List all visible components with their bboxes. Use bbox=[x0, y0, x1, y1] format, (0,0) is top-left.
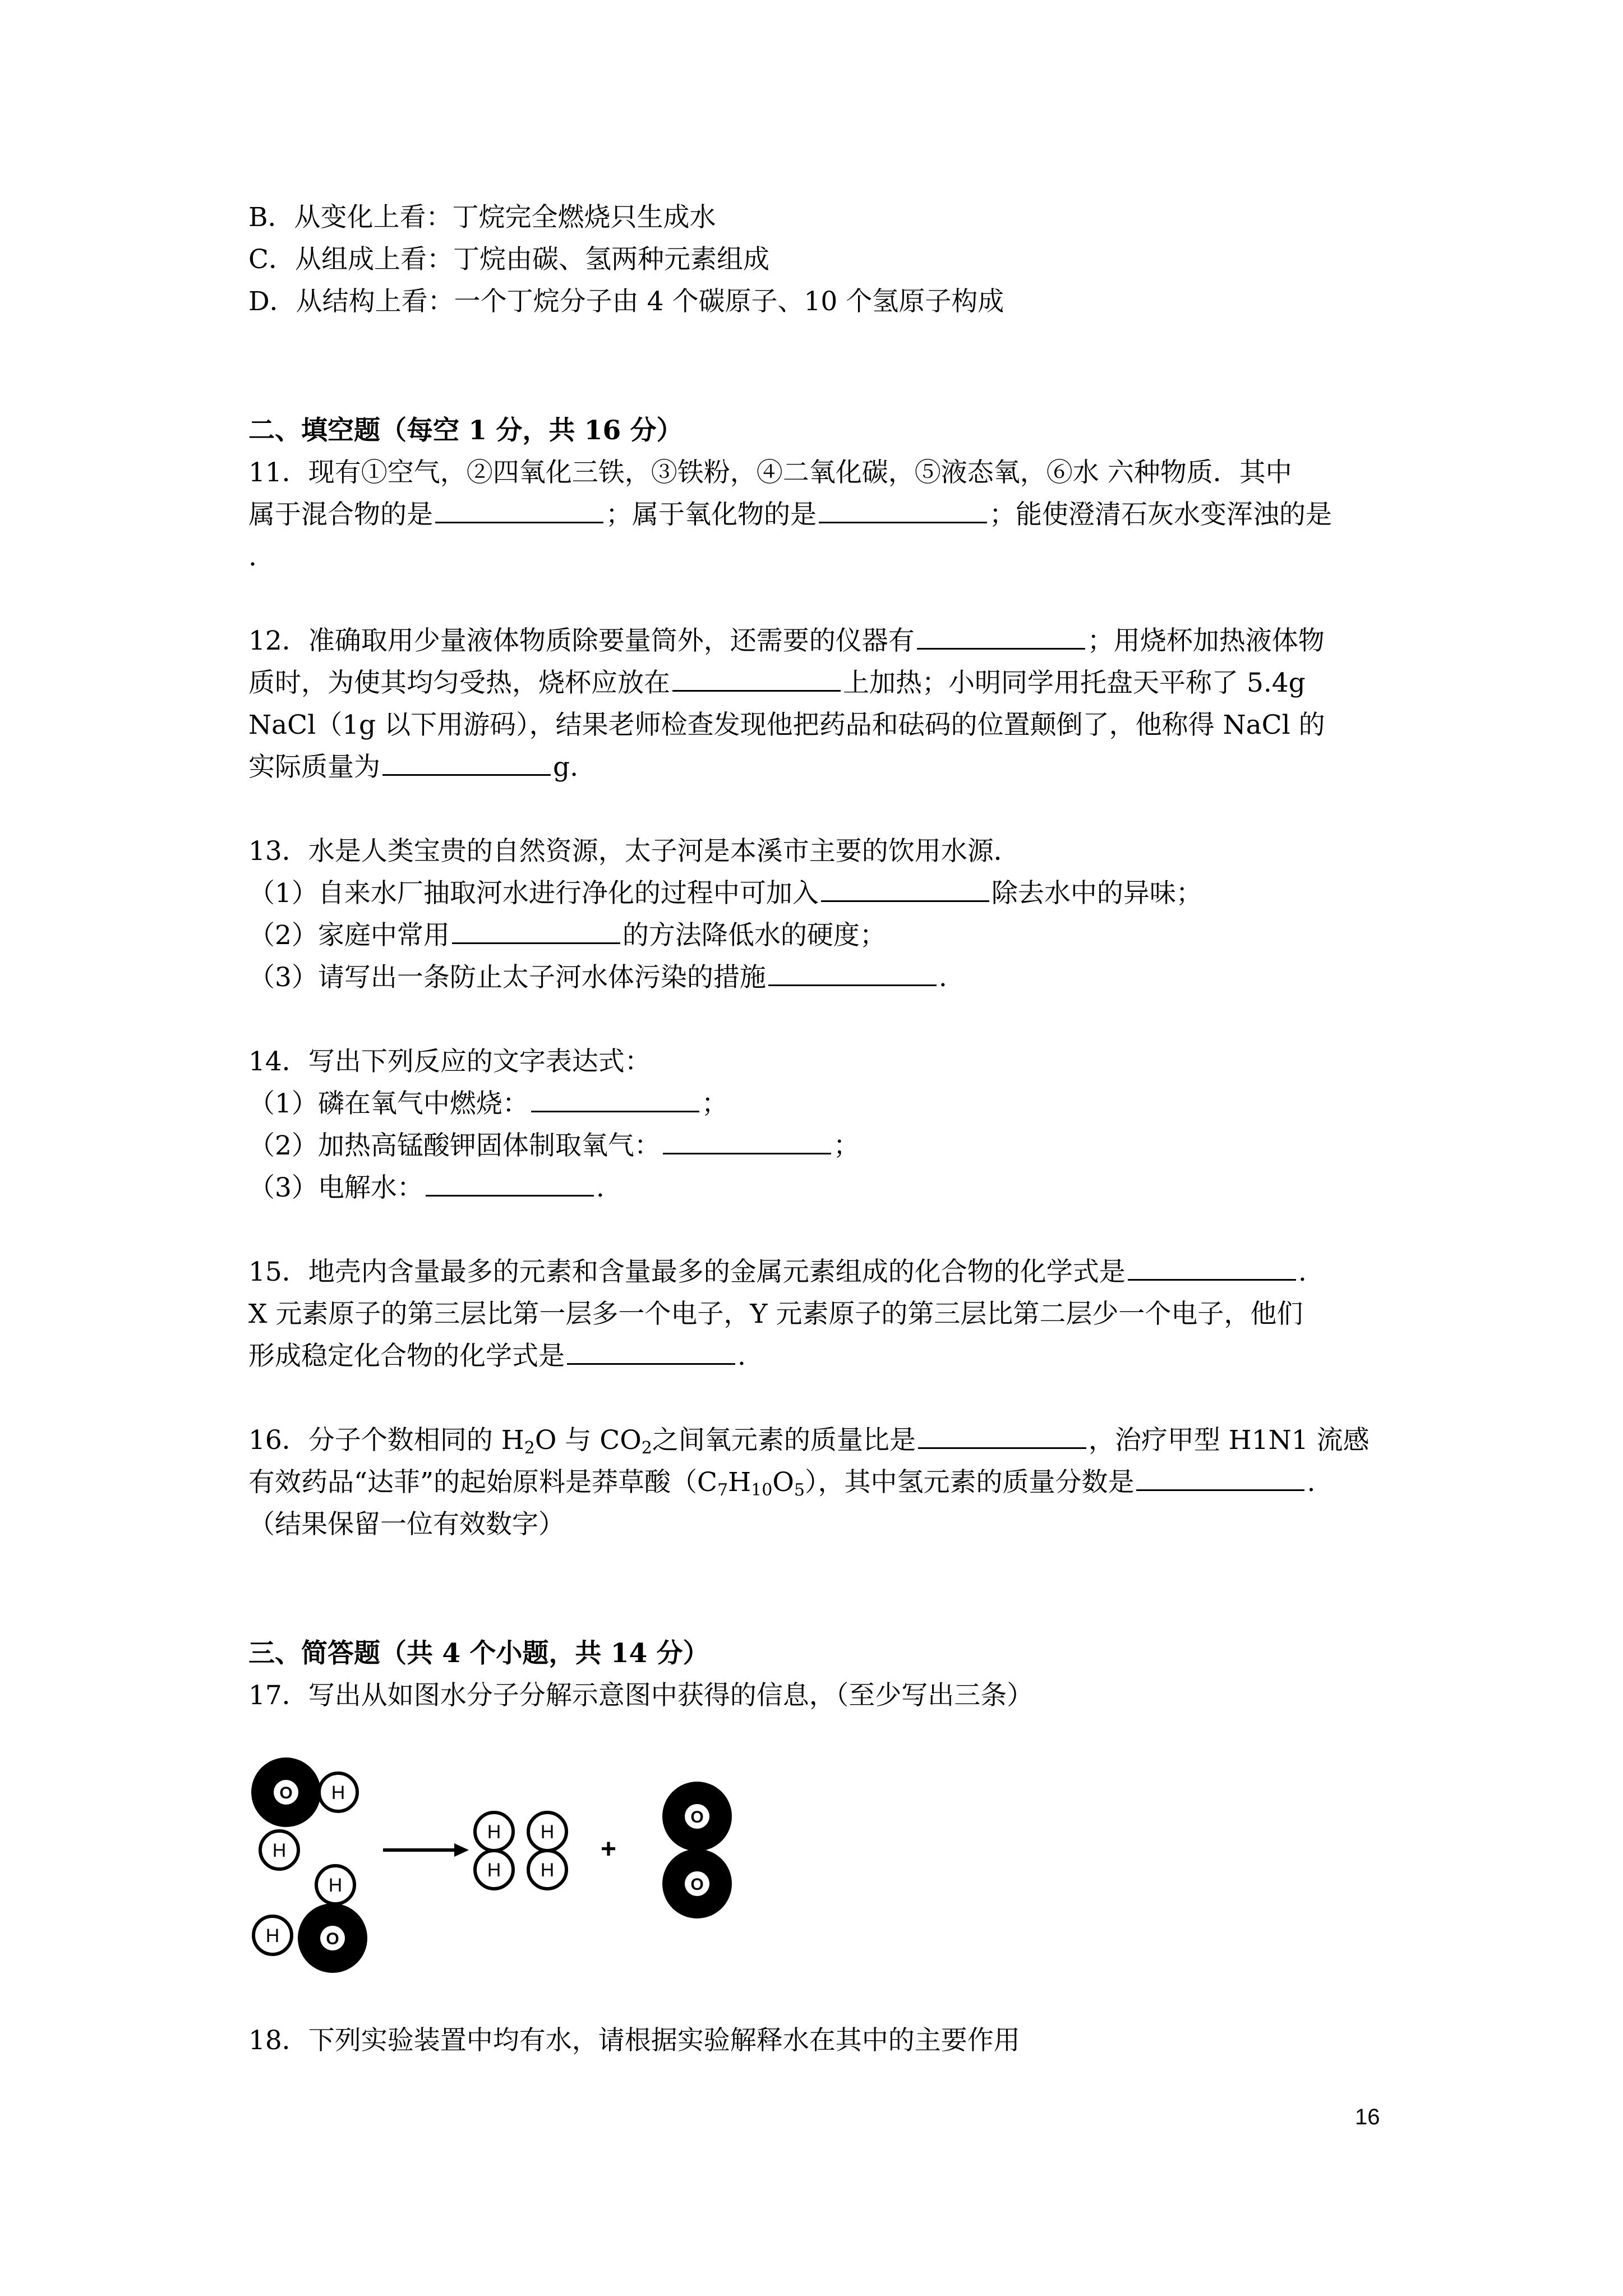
answer-blank[interactable] bbox=[1128, 1254, 1296, 1281]
option-d: D．从结构上看：一个丁烷分子由 4 个碳原子、10 个氢原子构成 bbox=[248, 286, 1004, 317]
answer-blank[interactable] bbox=[672, 665, 841, 692]
q11-text-c: ；能使澄清石灰水变浑浊的是 bbox=[989, 499, 1332, 530]
q16-line1 bbox=[248, 1422, 1370, 1467]
option-b: B．从变化上看：丁烷完全燃烧只生成水 bbox=[248, 202, 716, 233]
q16-line3: （结果保留一位有效数字） bbox=[248, 1509, 565, 1540]
q11-line2 bbox=[248, 496, 1332, 533]
q14-text-c: （2）加热高锰酸钾固体制取氧气： bbox=[248, 1130, 661, 1161]
q14-text-a: （1）磷在氧气中燃烧： bbox=[248, 1088, 529, 1119]
q11-text-b: ；属于氧化物的是 bbox=[606, 499, 817, 530]
q13-text-d: 的方法降低水的硬度； bbox=[622, 920, 886, 951]
q16-text-h: ），其中氢元素的质量分数是 bbox=[804, 1467, 1135, 1498]
q11-line3: . bbox=[248, 541, 257, 572]
answer-blank[interactable] bbox=[435, 497, 603, 523]
q13-text-c: （2）家庭中常用 bbox=[248, 920, 450, 951]
q18-text: 18．下列实验装置中均有水，请根据实验解释水在其中的主要作用 bbox=[248, 2025, 1020, 2056]
section-3-heading: 三、简答题（共 4 个小题，共 14 分） bbox=[248, 1638, 709, 1669]
q13-line1: 13．水是人类宝贵的自然资源，太子河是本溪市主要的饮用水源． bbox=[248, 836, 1020, 867]
hydrogen-label: H bbox=[487, 1821, 501, 1843]
q12-line1 bbox=[248, 623, 1325, 660]
q13-line4 bbox=[248, 959, 947, 996]
answer-blank[interactable] bbox=[426, 1170, 594, 1197]
q12-text-a: 12．准确取用少量液体物质除要量筒外，还需要的仪器有 bbox=[248, 625, 915, 656]
oxygen-label: O bbox=[326, 1930, 339, 1948]
q13-line3 bbox=[248, 917, 886, 954]
answer-blank[interactable] bbox=[1136, 1465, 1304, 1491]
q16-text-f: H bbox=[728, 1467, 751, 1498]
subscript: 2 bbox=[641, 1438, 652, 1458]
answer-blank[interactable] bbox=[819, 497, 987, 523]
subscript: 2 bbox=[524, 1438, 535, 1458]
oxygen-molecule bbox=[662, 1782, 732, 1918]
subscript: 5 bbox=[794, 1480, 805, 1500]
hydrogen-label: H bbox=[328, 1875, 343, 1896]
q16-text-b: O 与 CO bbox=[534, 1425, 642, 1456]
q14-line3 bbox=[248, 1128, 860, 1165]
q13-text-a: （1）自来水厂抽取河水进行净化的过程中可加入 bbox=[248, 878, 819, 909]
q11-text-a: 属于混合物的是 bbox=[248, 499, 433, 530]
q16-text-g: O bbox=[772, 1467, 794, 1498]
q15-text-b: . bbox=[1298, 1257, 1307, 1287]
q12-text-c: 质时，为使其均匀受热，烧杯应放在 bbox=[248, 668, 670, 698]
q12-text-b: ；用烧杯加热液体物 bbox=[1087, 625, 1325, 656]
water-decomposition-diagram bbox=[246, 1750, 750, 1991]
section-2-heading: 二、填空题（每空 1 分，共 16 分） bbox=[248, 415, 683, 446]
q12-text-f: g. bbox=[553, 752, 579, 783]
q14-line4 bbox=[248, 1170, 605, 1207]
q13-text-e: （3）请写出一条防止太子河水体污染的措施 bbox=[248, 962, 766, 993]
page-number: 16 bbox=[1355, 2105, 1380, 2129]
oxygen-label: O bbox=[690, 1875, 704, 1894]
q15-line1 bbox=[248, 1254, 1307, 1291]
q14-text-e: （3）电解水： bbox=[248, 1172, 423, 1203]
q16-text-a: 16．分子个数相同的 H bbox=[248, 1425, 524, 1456]
q15-text-d: . bbox=[737, 1341, 746, 1372]
answer-blank[interactable] bbox=[918, 1423, 1086, 1449]
option-c: C．从组成上看：丁烷由碳、氢两种元素组成 bbox=[248, 244, 769, 275]
q14-text-b: ； bbox=[701, 1088, 728, 1119]
hydrogen-label: H bbox=[331, 1782, 345, 1803]
q13-text-b: 除去水中的异味； bbox=[991, 878, 1202, 909]
water-molecule-2 bbox=[253, 1866, 367, 1973]
q14-line1: 14．写出下列反应的文字表达式： bbox=[248, 1046, 651, 1077]
q17-text: 17．写出从如图水分子分解示意图中获得的信息，（至少写出三条） bbox=[248, 1680, 1034, 1711]
hydrogen-label: H bbox=[265, 1925, 280, 1947]
q12-text-d: 上加热；小明同学用托盘天平称了 5.4g bbox=[843, 668, 1306, 698]
hydrogen-label: H bbox=[272, 1840, 287, 1861]
q11-line1: 11．现有①空气，②四氧化三铁，③铁粉，④二氧化碳，⑤液态氧，⑥水 六种物质．其中 bbox=[248, 457, 1292, 488]
q13-text-f: . bbox=[938, 962, 947, 993]
answer-blank[interactable] bbox=[452, 918, 620, 944]
answer-blank[interactable] bbox=[531, 1086, 699, 1112]
reaction-arrow-icon bbox=[383, 1843, 469, 1857]
subscript: 10 bbox=[751, 1480, 773, 1500]
answer-blank[interactable] bbox=[821, 876, 989, 902]
hydrogen-molecule-2 bbox=[528, 1812, 566, 1889]
answer-blank[interactable] bbox=[382, 749, 551, 776]
q16-text-d: ，治疗甲型 H1N1 流感 bbox=[1088, 1425, 1370, 1456]
q15-line2: X 元素原子的第三层比第一层多一个电子，Y 元素原子的第三层比第二层少一个电子，他们 bbox=[248, 1299, 1303, 1329]
q12-line4 bbox=[248, 749, 578, 786]
oxygen-label: O bbox=[279, 1784, 293, 1802]
hydrogen-molecule-1 bbox=[475, 1812, 513, 1889]
q14-line2 bbox=[248, 1085, 728, 1122]
oxygen-label: O bbox=[690, 1808, 704, 1826]
answer-blank[interactable] bbox=[663, 1128, 831, 1154]
q15-line3 bbox=[248, 1338, 746, 1375]
hydrogen-label: H bbox=[540, 1860, 555, 1881]
q16-line2 bbox=[248, 1464, 1315, 1509]
answer-blank[interactable] bbox=[917, 623, 1085, 650]
q15-text-a: 15．地壳内含量最多的元素和含量最多的金属元素组成的化合物的化学式是 bbox=[248, 1257, 1126, 1287]
q12-line2 bbox=[248, 665, 1306, 702]
q16-text-c: 之间氧元素的质量比是 bbox=[652, 1425, 916, 1456]
hydrogen-label: H bbox=[487, 1860, 501, 1881]
q14-text-f: . bbox=[596, 1172, 605, 1203]
hydrogen-label: H bbox=[540, 1821, 555, 1843]
subscript: 7 bbox=[717, 1480, 728, 1500]
q13-line2 bbox=[248, 875, 1202, 912]
plus-sign: + bbox=[600, 1834, 617, 1864]
q16-text-e: 有效药品“达菲”的起始原料是莽草酸（C bbox=[248, 1467, 718, 1498]
answer-blank[interactable] bbox=[768, 960, 937, 986]
q15-text-c: 形成稳定化合物的化学式是 bbox=[248, 1341, 565, 1372]
q16-text-i: . bbox=[1307, 1467, 1316, 1498]
q12-text-e: 实际质量为 bbox=[248, 752, 380, 783]
answer-blank[interactable] bbox=[567, 1338, 735, 1365]
q12-line3: NaCl（1g 以下用游码），结果老师检查发现他把药品和砝码的位置颠倒了，他称得 NaCl 的 bbox=[248, 710, 1325, 740]
water-molecule-1 bbox=[251, 1757, 357, 1869]
q14-text-d: ； bbox=[833, 1130, 860, 1161]
